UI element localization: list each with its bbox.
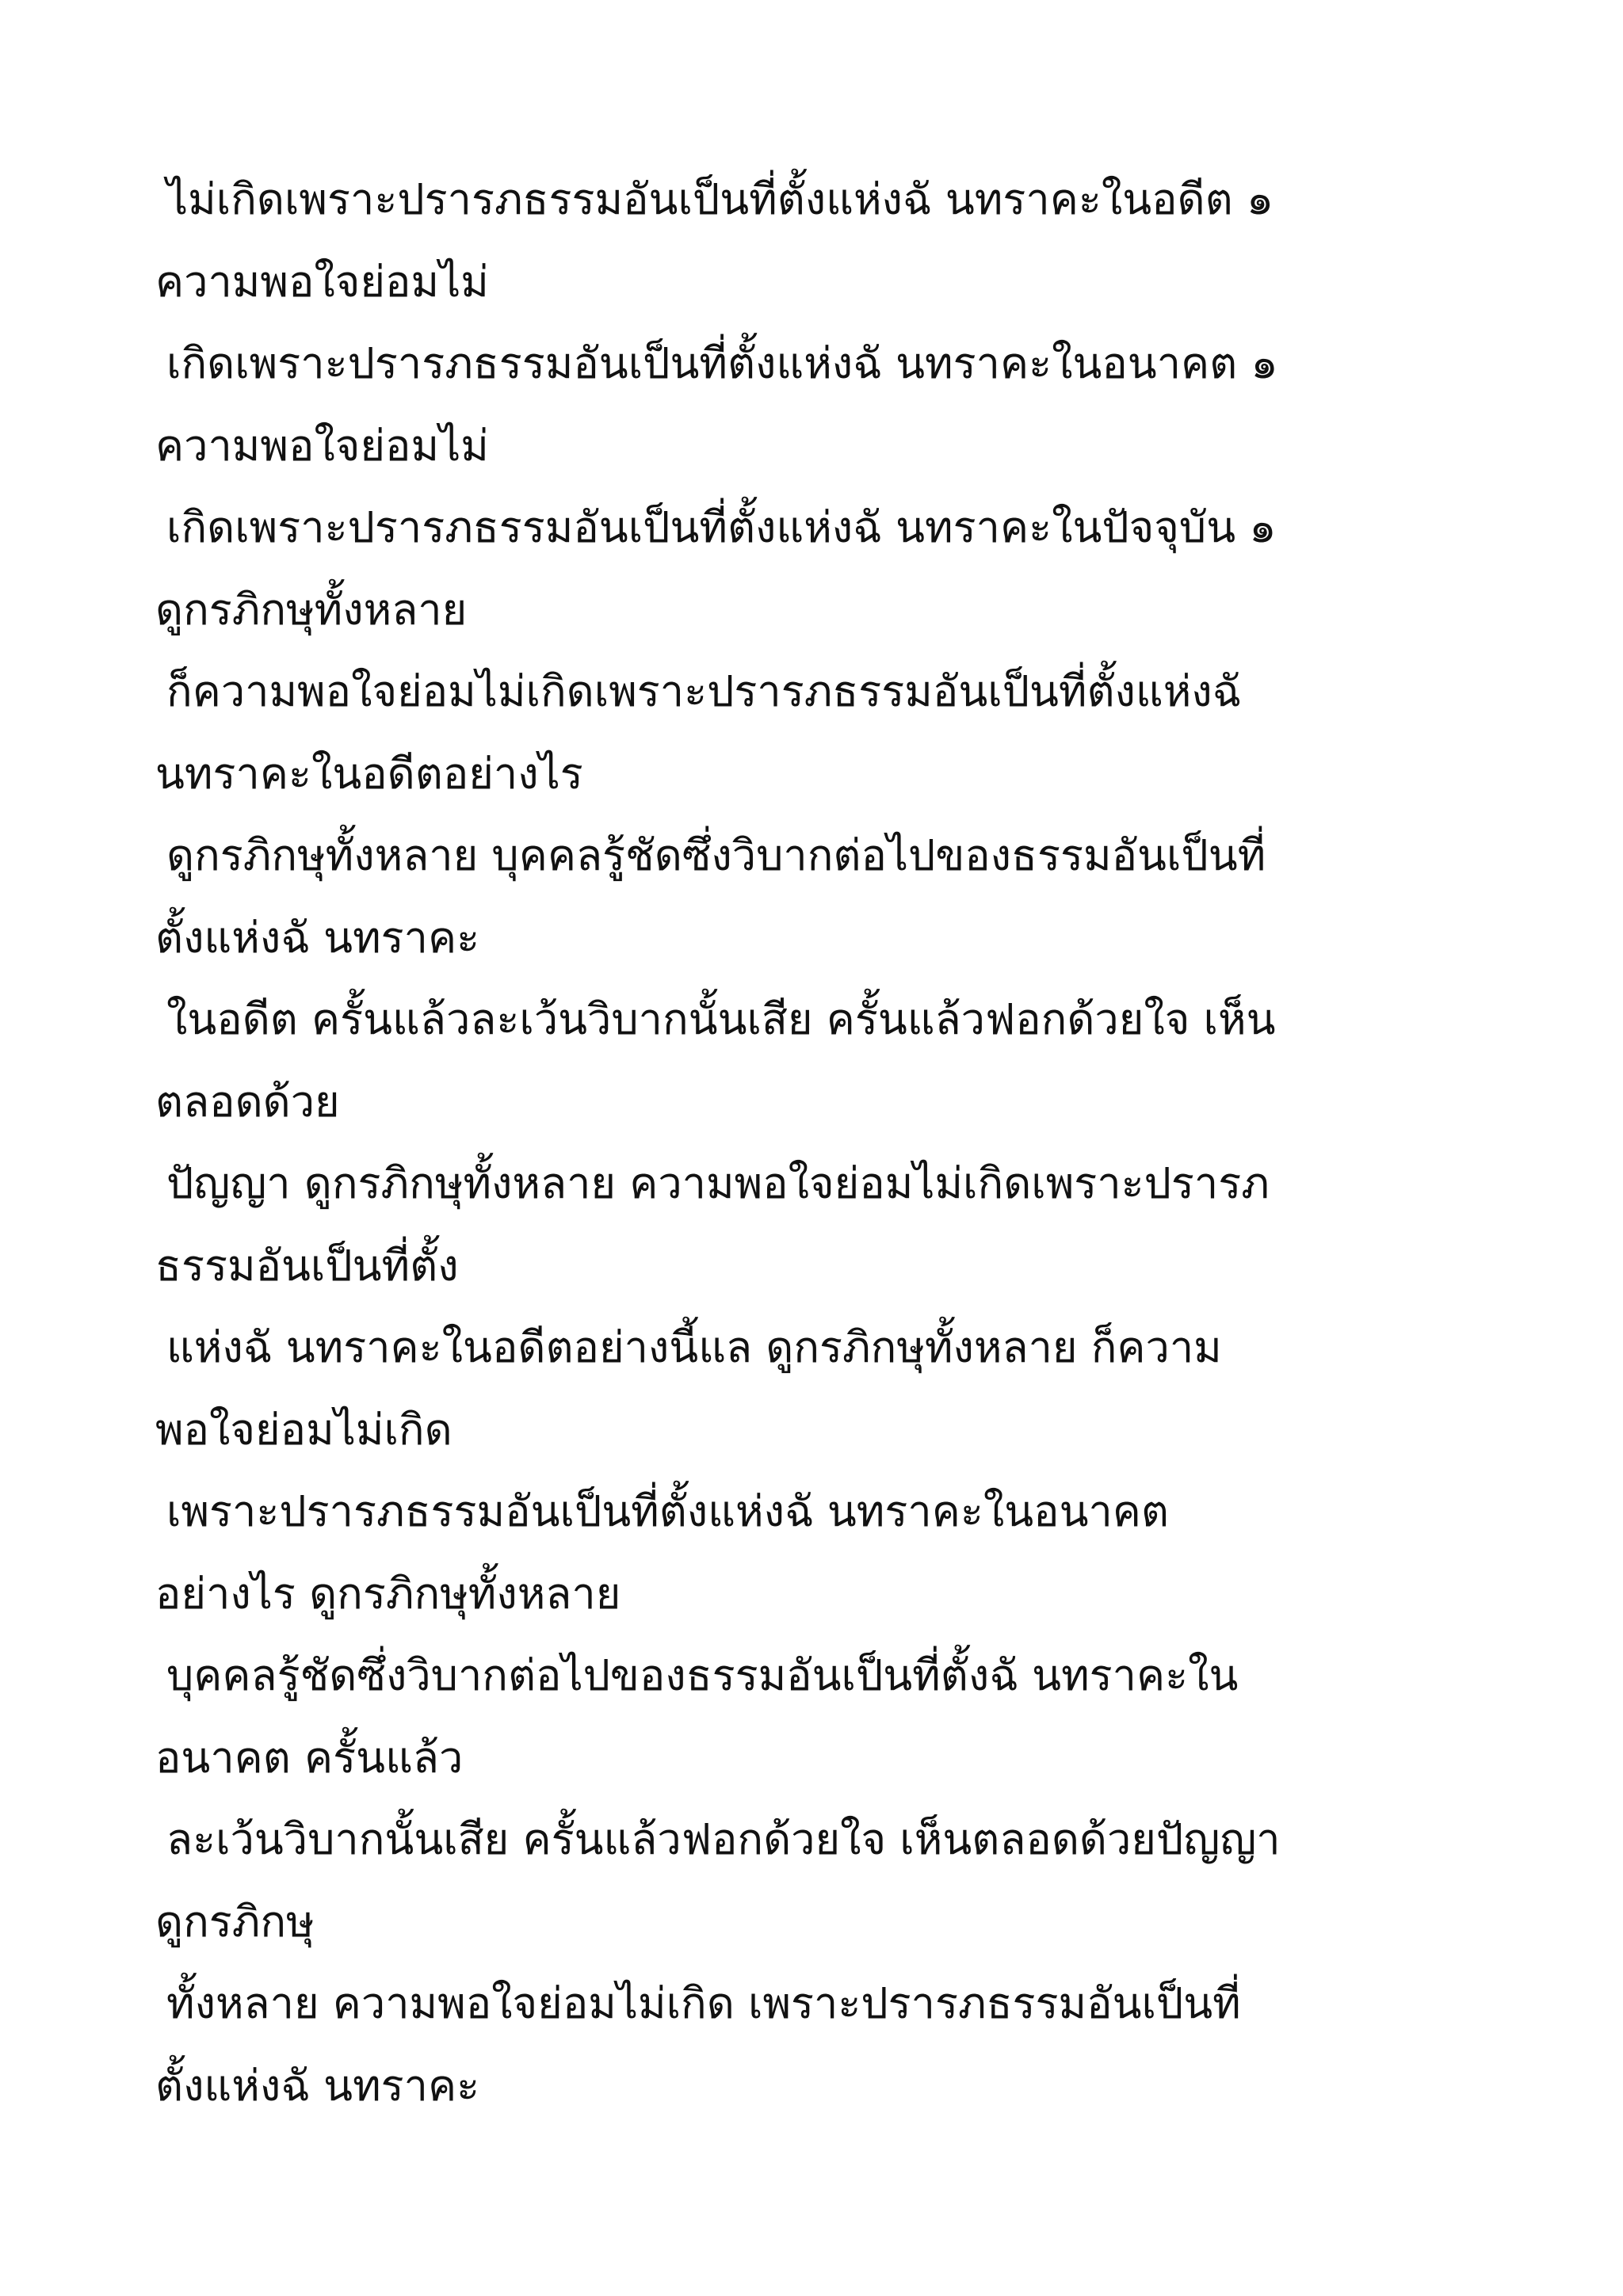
text-line: ปัญญา ดูกรภิกษุทั้งหลาย ความพอใจย่อมไม่เกิดเพราะปรารภ [166, 1158, 1270, 1208]
document-body [155, 158, 1487, 2126]
text-line: ตั้งแห่งฉั นทราคะ [155, 2060, 480, 2111]
text-line: อย่างไร ดูกรภิกษุทั้งหลาย [155, 1568, 621, 1619]
text-line: เพราะปรารภธรรมอันเป็นที่ตั้งแห่งฉั นทราคะในอนาคต [166, 1486, 1169, 1536]
text-line: ดูกรภิกษุทั้งหลาย [155, 584, 468, 635]
text-line: พอใจย่อมไม่เกิด [155, 1404, 453, 1455]
text-line: อนาคต ครั้นแล้ว [155, 1732, 464, 1783]
text-line: ดูกรภิกษุ [155, 1896, 315, 1947]
text-line: เกิดเพราะปรารภธรรมอันเป็นที่ตั้งแห่งฉั นทราคะในอนาคต ๑ [166, 338, 1278, 388]
text-line: ในอดีต ครั้นแล้วละเว้นวิบากนั้นเสีย ครั้นแล้วฟอกด้วยใจ เห็น [166, 994, 1276, 1044]
text-line: ความพอใจย่อมไม่ [155, 256, 489, 307]
text-line: ความพอใจย่อมไม่ [155, 420, 489, 471]
text-line: ตั้งแห่งฉั นทราคะ [155, 912, 480, 963]
text-line: บุคคลรู้ชัดซึ่งวิบากต่อไปของธรรมอันเป็นที่ตั้งฉั นทราคะใน [166, 1650, 1239, 1700]
text-line: เกิดเพราะปรารภธรรมอันเป็นที่ตั้งแห่งฉั นทราคะในปัจจุบัน ๑ [166, 502, 1277, 552]
text-line: นทราคะในอดีตอย่างไร [155, 748, 583, 799]
text-line: ละเว้นวิบากนั้นเสีย ครั้นแล้วฟอกด้วยใจ เห็นตลอดด้วยปัญญา [166, 1814, 1281, 1864]
text-line: ธรรมอันเป็นที่ตั้ง [155, 1240, 459, 1291]
text-line: ดูกรภิกษุทั้งหลาย บุคคลรู้ชัดซึ่งวิบากต่อไปของธรรมอันเป็นที่ [166, 830, 1266, 880]
text-line: แห่งฉั นทราคะในอดีตอย่างนี้แล ดูกรภิกษุทั้งหลาย ก็ความ [166, 1322, 1222, 1372]
text-line: ทั้งหลาย ความพอใจย่อมไม่เกิด เพราะปรารภธรรมอันเป็นที่ [166, 1978, 1241, 2028]
text-line: ไม่เกิดเพราะปรารภธรรมอันเป็นที่ตั้งแห่งฉั นทราคะในอดีต ๑ [166, 174, 1274, 224]
text-line: ตลอดด้วย [155, 1076, 340, 1127]
text-line: ก็ความพอใจย่อมไม่เกิดเพราะปรารภธรรมอันเป็นที่ตั้งแห่งฉั [166, 666, 1242, 716]
